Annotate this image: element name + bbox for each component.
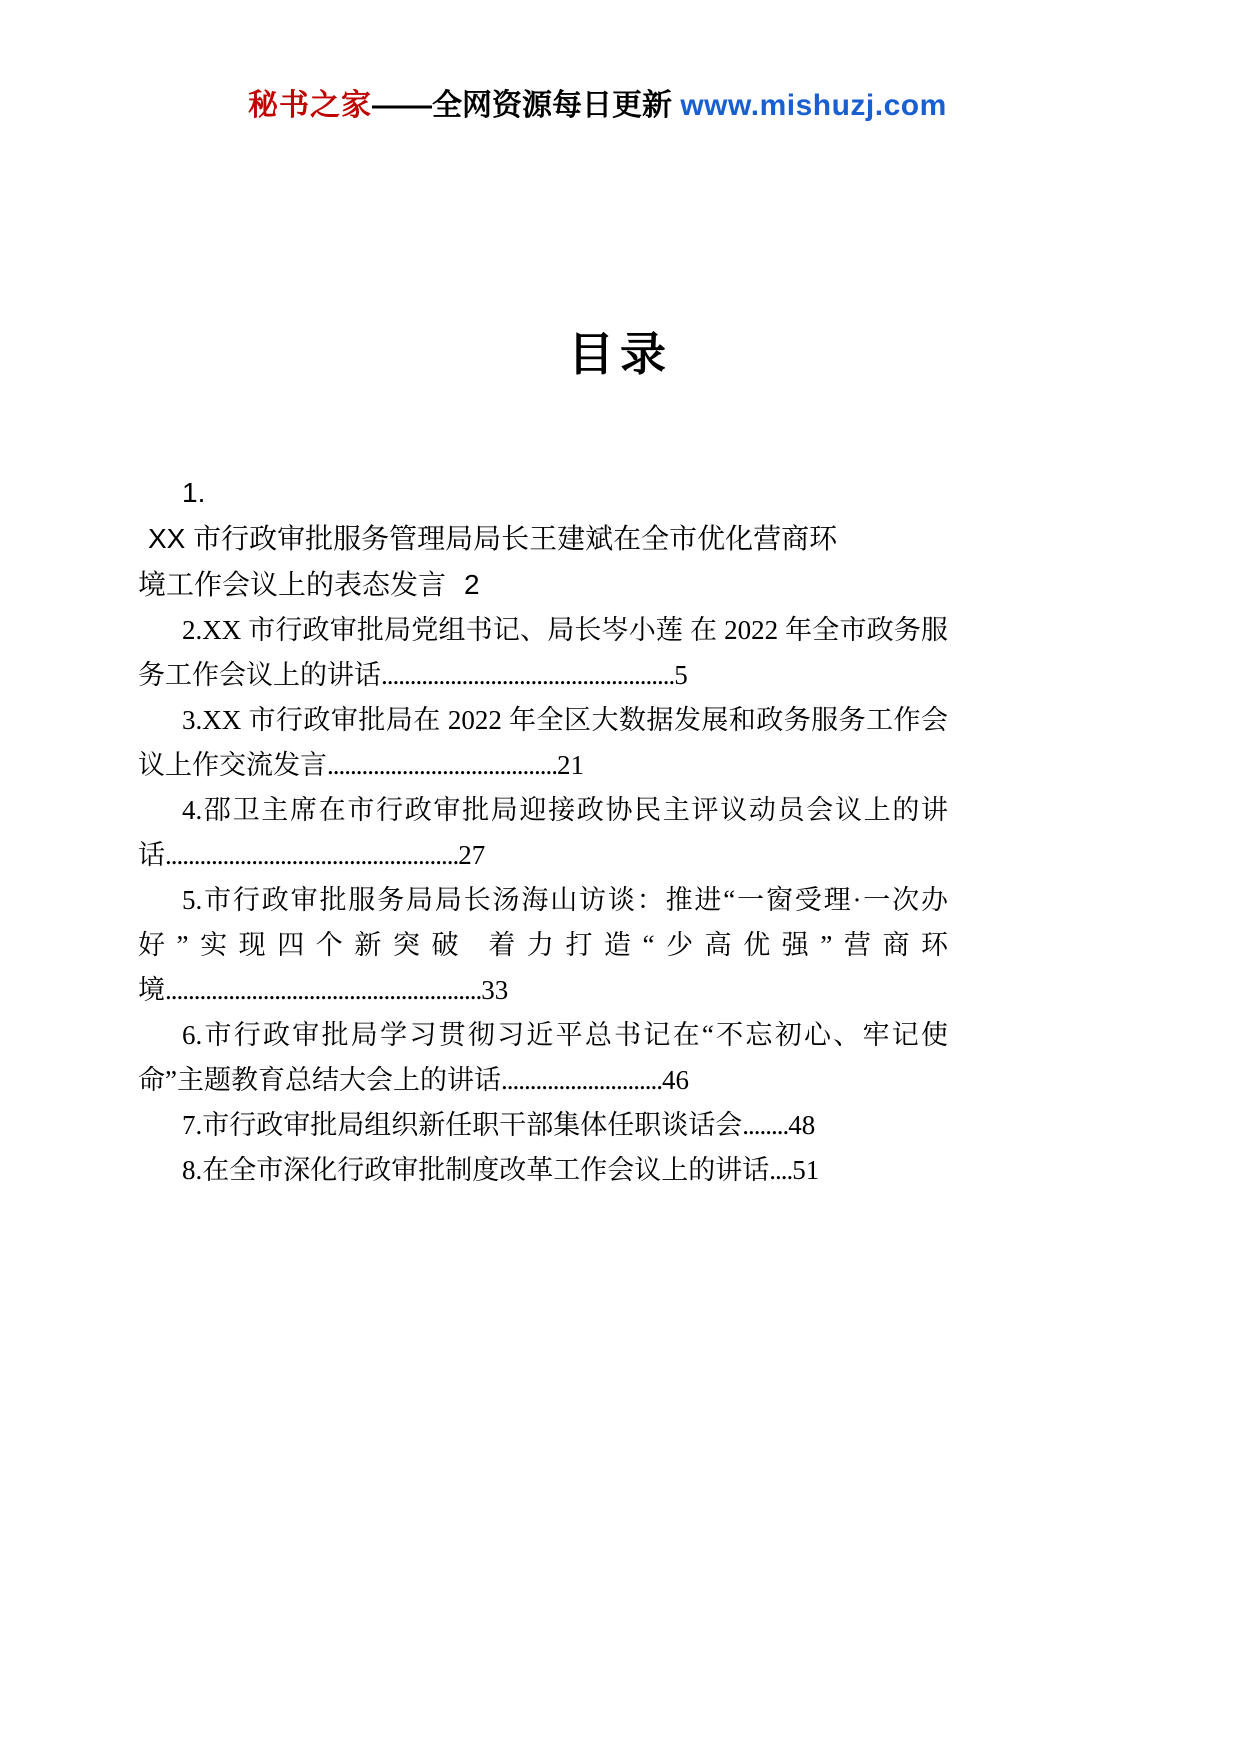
toc-entry-number: 4. (182, 795, 203, 825)
toc-entry[interactable] (138, 878, 948, 1013)
toc-entry-number: 1. (182, 477, 206, 508)
toc-entry[interactable] (138, 1148, 948, 1193)
toc-entry-number: 6. (182, 1020, 203, 1050)
toc-entry-title: XX 市行政审批服务管理局局长王建斌在全市优化营商环 (148, 523, 838, 554)
toc-entry-leader: ................................................... (165, 840, 459, 870)
toc-entry-leader: ................................................... (381, 660, 675, 690)
toc-entry-number: 3. (182, 705, 203, 735)
toc-entry-title: 市行政审批局学习贯彻习近平总书记在“不忘初心、牢记使命”主题教育总结大会上的讲话 (138, 1020, 948, 1095)
toc-entry[interactable] (138, 1103, 948, 1148)
toc-entry-leader: ........ (742, 1110, 789, 1140)
toc-entry-title: 市行政审批局组织新任职干部集体任职谈话会 (202, 1110, 743, 1140)
toc-entry-page: 27 (458, 840, 486, 870)
site-url: www.mishuzj.com (680, 89, 947, 122)
toc-entry-page: 48 (788, 1110, 816, 1140)
toc-entry-leader: ............................ (500, 1065, 662, 1095)
toc-entry-leader: ....................................................... (165, 975, 482, 1005)
toc-entry-page: 46 (661, 1065, 689, 1095)
page-title: 目录 (568, 328, 672, 380)
site-brand-name: 秘书之家 (248, 89, 372, 122)
toc-entry-page: 21 (557, 750, 584, 780)
toc-entry-title: 邵卫主席在市行政审批局迎接政协民主评议动员会议上的讲话 (138, 795, 948, 870)
site-tagline: ——全网资源每日更新 (372, 89, 672, 122)
table-of-contents (138, 470, 948, 1193)
toc-entry[interactable] (138, 788, 948, 878)
toc-entry[interactable] (138, 470, 948, 608)
toc-entry-title: 市行政审批服务局局长汤海山访谈：推进“一窗受理·一次办好”实现四个新突破 着力打造“少高优强”营商环境 (138, 885, 948, 1005)
toc-entry-number: 7. (182, 1110, 203, 1140)
toc-entry-leader: ........................................ (327, 750, 557, 780)
toc-entry-page: 5 (674, 660, 688, 690)
site-watermark-banner (248, 88, 947, 124)
toc-entry-page: 51 (792, 1155, 820, 1185)
toc-entry-page: 2 (464, 569, 480, 600)
toc-entry-number: 2. (182, 615, 203, 645)
toc-entry-title-cont: 境工作会议上的表态发言 (138, 569, 447, 600)
toc-entry-title: XX 市行政审批局在 2022 年全区大数据发展和政务服务工作会议上作交流发言 (138, 705, 948, 780)
toc-entry[interactable] (138, 608, 948, 698)
toc-entry-leader: .... (769, 1155, 793, 1185)
toc-entry-title: XX 市行政审批局党组书记、局长岑小莲 在 2022 年全市政务服务工作会议上的讲话 (138, 615, 948, 690)
toc-entry-number: 5. (182, 885, 203, 915)
toc-entry-page: 33 (481, 975, 509, 1005)
toc-entry[interactable] (138, 698, 948, 788)
toc-entry[interactable] (138, 1013, 948, 1103)
toc-entry-title: 在全市深化行政审批制度改革工作会议上的讲话 (202, 1155, 770, 1185)
toc-entry-number: 8. (182, 1155, 203, 1185)
